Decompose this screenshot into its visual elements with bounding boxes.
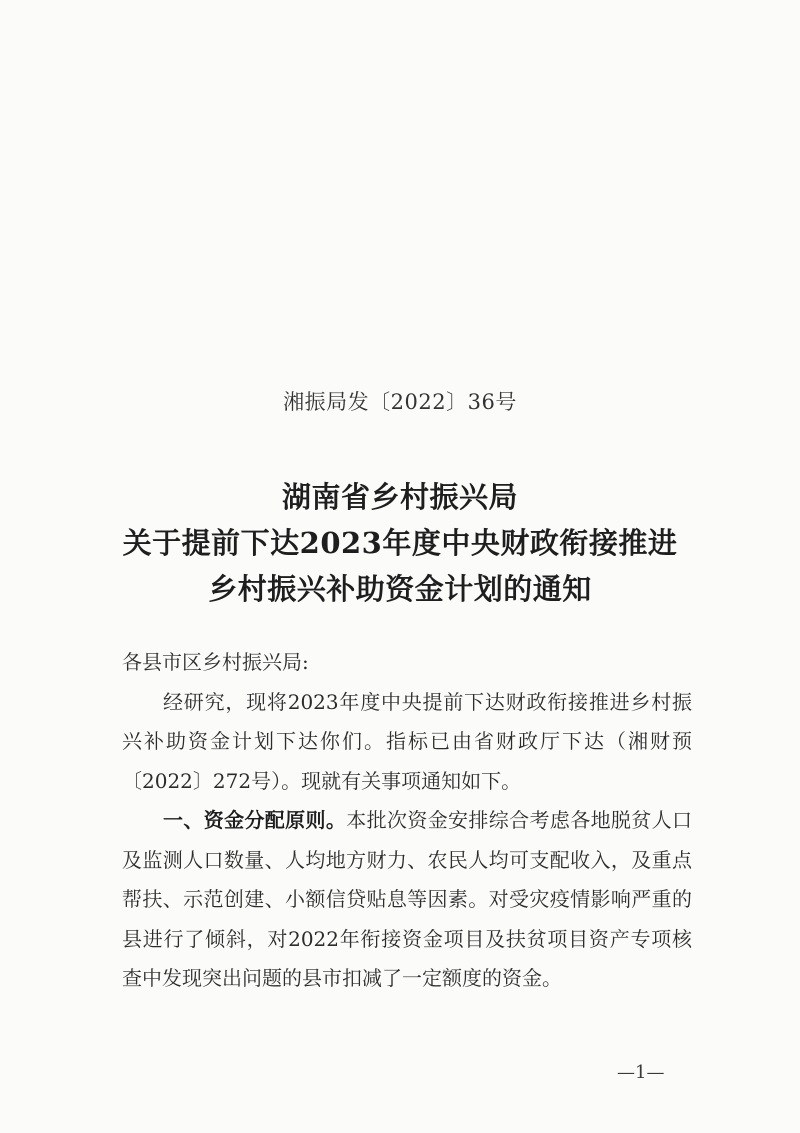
salutation: 各县市区乡村振兴局: [122, 650, 309, 674]
document-number: 湘振局发〔2022〕36号 [283, 390, 517, 414]
paragraph-section-1 [122, 801, 692, 999]
page-number: —1— [617, 1062, 665, 1083]
title-line-1: 湖南省乡村振兴局 [281, 480, 518, 514]
document-title [0, 474, 800, 612]
section-1-body: 本批次资金安排综合考虑各地脱贫人口及监测人口数量、人均地方财力、农民人均可支配收入，及重点帮扶、示范创建、小额信贷贴息等因素。对受灾疫情影响严重的县进行了倾斜，对2022年衔接资金项目及扶贫项目资产专项核查中发现突出问题的县市扣减了一定额度的资金。 [122, 808, 693, 990]
title-line-2: 关于提前下达2023年度中央财政衔接推进 [122, 526, 678, 560]
section-1-heading: 一、资金分配原则。 [163, 808, 347, 832]
document-body [122, 643, 692, 999]
title-line-3: 乡村振兴补助资金计划的通知 [208, 572, 592, 606]
paragraph-intro: 经研究，现将2023年度中央提前下达财政衔接推进乡村振兴补助资金计划下达你们。指标已由省财政厅下达（湘财预〔2022〕272号）。现就有关事项通知如下。 [122, 689, 692, 793]
